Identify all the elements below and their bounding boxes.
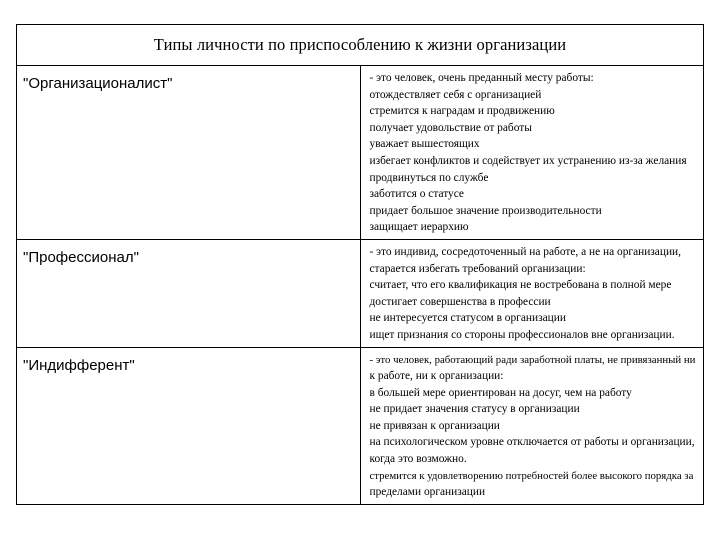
description-line: - это индивид, сосредоточенный на работе, а не на организации, <box>369 245 682 258</box>
table-row-indifferent <box>17 347 704 504</box>
personality-types-table <box>16 24 704 505</box>
description-line: получает удовольствие от работы <box>369 121 532 134</box>
type-description-indifferent <box>360 347 704 504</box>
type-description-professional <box>360 239 704 347</box>
description-line: придает большое значение производительности <box>369 204 602 217</box>
table-row-professional <box>17 239 704 347</box>
description-line: - это человек, очень преданный месту работы: <box>369 72 594 84</box>
description-line: не интересуется статусом в организации <box>369 312 566 325</box>
description-line: в большей мере ориентирован на досуг, чем на работу <box>369 386 632 399</box>
description-line: пределами организации <box>369 486 486 499</box>
type-name-organizationalist: "Организационалист" <box>17 66 361 240</box>
description-line: защищает иерархию <box>369 221 469 234</box>
description-line: избегает конфликтов и содействует их устранению из-за желания <box>369 154 687 167</box>
description-line: стремится к наградам и продвижению <box>369 105 555 118</box>
type-description-organizationalist <box>360 66 704 240</box>
description-line: не привязан к организации <box>369 419 500 432</box>
description-line: уважает вышестоящих <box>369 138 480 151</box>
description-line: когда это возможно. <box>369 453 467 466</box>
description-line: отождествляет себя с организацией <box>369 88 542 101</box>
description-line: на психологическом уровне отключается от работы и организации, <box>369 436 695 449</box>
description-line: стремится к удовлетворению потребностей более высокого порядка за <box>369 469 694 482</box>
description-line: - это человек, работающий ради заработной платы, не привязанный ни <box>369 353 696 366</box>
description-line: старается избегать требований организации: <box>369 262 586 275</box>
description-line: достигает совершенства в профессии <box>369 295 551 308</box>
table-title: Типы личности по приспособлению к жизни организации <box>17 25 704 66</box>
type-name-professional: "Профессионал" <box>17 239 361 347</box>
table-row-organizationalist <box>17 66 704 240</box>
table-header-row <box>17 25 704 66</box>
description-line: заботится о статусе <box>369 188 464 201</box>
description-line: ищет признания со стороны профессионалов вне организации. <box>369 328 675 341</box>
type-name-indifferent: "Индифферент" <box>17 347 361 504</box>
description-line: не придает значения статусу в организации <box>369 403 580 416</box>
description-line: к работе, ни к организации: <box>369 370 504 383</box>
description-line: считает, что его квалификация не востребована в полной мере <box>369 279 672 292</box>
description-line: продвинуться по службе <box>369 171 489 184</box>
